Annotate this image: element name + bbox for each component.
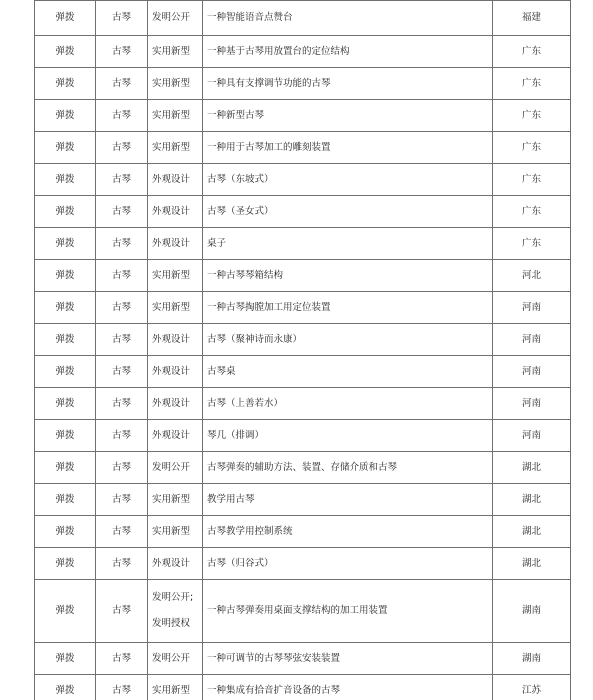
cell-patent-title: 一种基于古琴用放置台的定位结构 xyxy=(203,36,493,68)
cell-method: 弹拨 xyxy=(35,100,96,132)
cell-instrument: 古琴 xyxy=(96,643,148,675)
patent-type-label: 外观设计 xyxy=(152,205,191,217)
cell-patent-title: 桌子 xyxy=(203,228,493,260)
cell-patent-type xyxy=(148,1,203,36)
patent-type-label: 外观设计 xyxy=(152,365,191,377)
cell-method: 弹拨 xyxy=(35,228,96,260)
cell-patent-title: 教学用古琴 xyxy=(203,484,493,516)
cell-patent-title: 一种智能语音点赞台 xyxy=(203,1,493,36)
patent-type-label: 实用新型 xyxy=(152,684,191,696)
cell-patent-type xyxy=(148,675,203,700)
patent-table xyxy=(34,0,571,700)
table-row xyxy=(35,643,571,675)
cell-patent-type xyxy=(148,100,203,132)
patent-type-label: 实用新型 xyxy=(152,109,191,121)
cell-patent-type xyxy=(148,484,203,516)
cell-method: 弹拨 xyxy=(35,580,96,643)
cell-patent-title: 一种古琴琴箱结构 xyxy=(203,260,493,292)
cell-region: 广东 xyxy=(493,100,571,132)
cell-method: 弹拨 xyxy=(35,132,96,164)
table-row xyxy=(35,484,571,516)
table-row xyxy=(35,388,571,420)
cell-instrument: 古琴 xyxy=(96,100,148,132)
patent-type-label: 外观设计 xyxy=(152,397,191,409)
table-row xyxy=(35,516,571,548)
patent-type-label: 外观设计 xyxy=(152,557,191,569)
cell-instrument: 古琴 xyxy=(96,196,148,228)
cell-method: 弹拨 xyxy=(35,452,96,484)
cell-patent-title: 古琴教学用控制系统 xyxy=(203,516,493,548)
cell-region: 湖南 xyxy=(493,643,571,675)
table-row xyxy=(35,324,571,356)
cell-patent-title: 一种可调节的古琴琴弦安装装置 xyxy=(203,643,493,675)
patent-type-label: 实用新型 xyxy=(152,525,191,537)
cell-patent-type xyxy=(148,548,203,580)
patent-type-label: 发明公开 xyxy=(152,652,191,664)
cell-patent-type xyxy=(148,260,203,292)
cell-patent-type xyxy=(148,388,203,420)
patent-type-label: 外观设计 xyxy=(152,333,191,345)
patent-type-label: 实用新型 xyxy=(152,141,191,153)
cell-method: 弹拨 xyxy=(35,420,96,452)
patent-table-body xyxy=(35,1,571,700)
cell-method: 弹拨 xyxy=(35,356,96,388)
cell-region: 广东 xyxy=(493,36,571,68)
cell-instrument: 古琴 xyxy=(96,164,148,196)
cell-method: 弹拨 xyxy=(35,548,96,580)
cell-region: 河北 xyxy=(493,260,571,292)
table-row xyxy=(35,420,571,452)
cell-method: 弹拨 xyxy=(35,324,96,356)
cell-method: 弹拨 xyxy=(35,643,96,675)
cell-patent-title: 古琴（东坡式） xyxy=(203,164,493,196)
patent-type-label: 发明公开 xyxy=(152,461,191,473)
cell-patent-type xyxy=(148,420,203,452)
table-row xyxy=(35,68,571,100)
cell-instrument: 古琴 xyxy=(96,36,148,68)
table-row xyxy=(35,580,571,643)
cell-patent-title: 一种古琴掏膛加工用定位装置 xyxy=(203,292,493,324)
cell-region: 广东 xyxy=(493,196,571,228)
patent-type-label: 发明公开; xyxy=(152,592,194,603)
cell-instrument: 古琴 xyxy=(96,260,148,292)
cell-patent-title: 一种新型古琴 xyxy=(203,100,493,132)
cell-instrument: 古琴 xyxy=(96,516,148,548)
table-row xyxy=(35,36,571,68)
cell-region: 河南 xyxy=(493,356,571,388)
cell-region: 湖南 xyxy=(493,580,571,643)
cell-instrument: 古琴 xyxy=(96,388,148,420)
cell-patent-title: 古琴（聚神诗而永康） xyxy=(203,324,493,356)
cell-region: 广东 xyxy=(493,164,571,196)
cell-region: 河南 xyxy=(493,420,571,452)
cell-patent-type xyxy=(148,452,203,484)
patent-type-label: 外观设计 xyxy=(152,429,191,441)
cell-method: 弹拨 xyxy=(35,484,96,516)
cell-region: 湖北 xyxy=(493,516,571,548)
cell-region: 河南 xyxy=(493,292,571,324)
cell-instrument: 古琴 xyxy=(96,1,148,36)
cell-patent-type xyxy=(148,196,203,228)
patent-type-label: 发明公开 xyxy=(152,12,191,23)
cell-patent-title: 古琴弹奏的辅助方法、装置、存储介质和古琴 xyxy=(203,452,493,484)
table-row xyxy=(35,548,571,580)
cell-method: 弹拨 xyxy=(35,1,96,36)
cell-patent-title: 一种具有支撑调节功能的古琴 xyxy=(203,68,493,100)
cell-patent-type xyxy=(148,68,203,100)
cell-region: 湖北 xyxy=(493,484,571,516)
table-row xyxy=(35,164,571,196)
patent-type-label: 实用新型 xyxy=(152,45,191,57)
patent-type-label: 外观设计 xyxy=(152,237,191,249)
cell-patent-type xyxy=(148,164,203,196)
patent-type-label: 外观设计 xyxy=(152,173,191,185)
cell-region: 福建 xyxy=(493,1,571,36)
cell-instrument: 古琴 xyxy=(96,228,148,260)
cell-patent-type xyxy=(148,132,203,164)
cell-patent-type xyxy=(148,580,203,643)
cell-method: 弹拨 xyxy=(35,260,96,292)
patent-type-label: 实用新型 xyxy=(152,269,191,281)
cell-patent-type xyxy=(148,516,203,548)
cell-instrument: 古琴 xyxy=(96,132,148,164)
cell-region: 广东 xyxy=(493,132,571,164)
cell-instrument: 古琴 xyxy=(96,675,148,700)
cell-region: 江苏 xyxy=(493,675,571,700)
patent-type-label: 发明授权 xyxy=(152,618,191,629)
table-row xyxy=(35,292,571,324)
patent-type-label: 实用新型 xyxy=(152,301,191,313)
cell-region: 河南 xyxy=(493,324,571,356)
cell-patent-type xyxy=(148,228,203,260)
cell-instrument: 古琴 xyxy=(96,292,148,324)
cell-instrument: 古琴 xyxy=(96,420,148,452)
cell-region: 广东 xyxy=(493,228,571,260)
cell-patent-title: 古琴（上善若水） xyxy=(203,388,493,420)
table-row xyxy=(35,228,571,260)
cell-method: 弹拨 xyxy=(35,388,96,420)
patent-type-label: 实用新型 xyxy=(152,493,191,505)
table-row xyxy=(35,196,571,228)
cell-instrument: 古琴 xyxy=(96,484,148,516)
cell-patent-title: 一种集成有拾音扩音设备的古琴 xyxy=(203,675,493,700)
cell-patent-type xyxy=(148,356,203,388)
cell-region: 河南 xyxy=(493,388,571,420)
cell-patent-title: 一种用于古琴加工的雕刻装置 xyxy=(203,132,493,164)
cell-method: 弹拨 xyxy=(35,196,96,228)
cell-method: 弹拨 xyxy=(35,292,96,324)
cell-method: 弹拨 xyxy=(35,68,96,100)
cell-instrument: 古琴 xyxy=(96,356,148,388)
table-row xyxy=(35,452,571,484)
cell-region: 湖北 xyxy=(493,548,571,580)
cell-region: 湖北 xyxy=(493,452,571,484)
cell-patent-type xyxy=(148,643,203,675)
cell-instrument: 古琴 xyxy=(96,452,148,484)
cell-instrument: 古琴 xyxy=(96,580,148,643)
cell-patent-type xyxy=(148,292,203,324)
patent-type-label: 实用新型 xyxy=(152,77,191,89)
table-row xyxy=(35,1,571,36)
cell-instrument: 古琴 xyxy=(96,548,148,580)
cell-method: 弹拨 xyxy=(35,164,96,196)
table-row xyxy=(35,100,571,132)
cell-patent-title: 琴几（排调） xyxy=(203,420,493,452)
cell-method: 弹拨 xyxy=(35,675,96,700)
cell-method: 弹拨 xyxy=(35,36,96,68)
cell-patent-title: 古琴（圣女式） xyxy=(203,196,493,228)
cell-region: 广东 xyxy=(493,68,571,100)
table-row xyxy=(35,260,571,292)
cell-patent-title: 古琴（归谷式） xyxy=(203,548,493,580)
cell-patent-type xyxy=(148,324,203,356)
table-row xyxy=(35,675,571,700)
cell-patent-title: 一种古琴弹奏用桌面支撑结构的加工用装置 xyxy=(203,580,493,643)
cell-patent-type xyxy=(148,36,203,68)
cell-instrument: 古琴 xyxy=(96,68,148,100)
table-row xyxy=(35,356,571,388)
cell-method: 弹拨 xyxy=(35,516,96,548)
cell-instrument: 古琴 xyxy=(96,324,148,356)
cell-patent-title: 古琴桌 xyxy=(203,356,493,388)
table-row xyxy=(35,132,571,164)
